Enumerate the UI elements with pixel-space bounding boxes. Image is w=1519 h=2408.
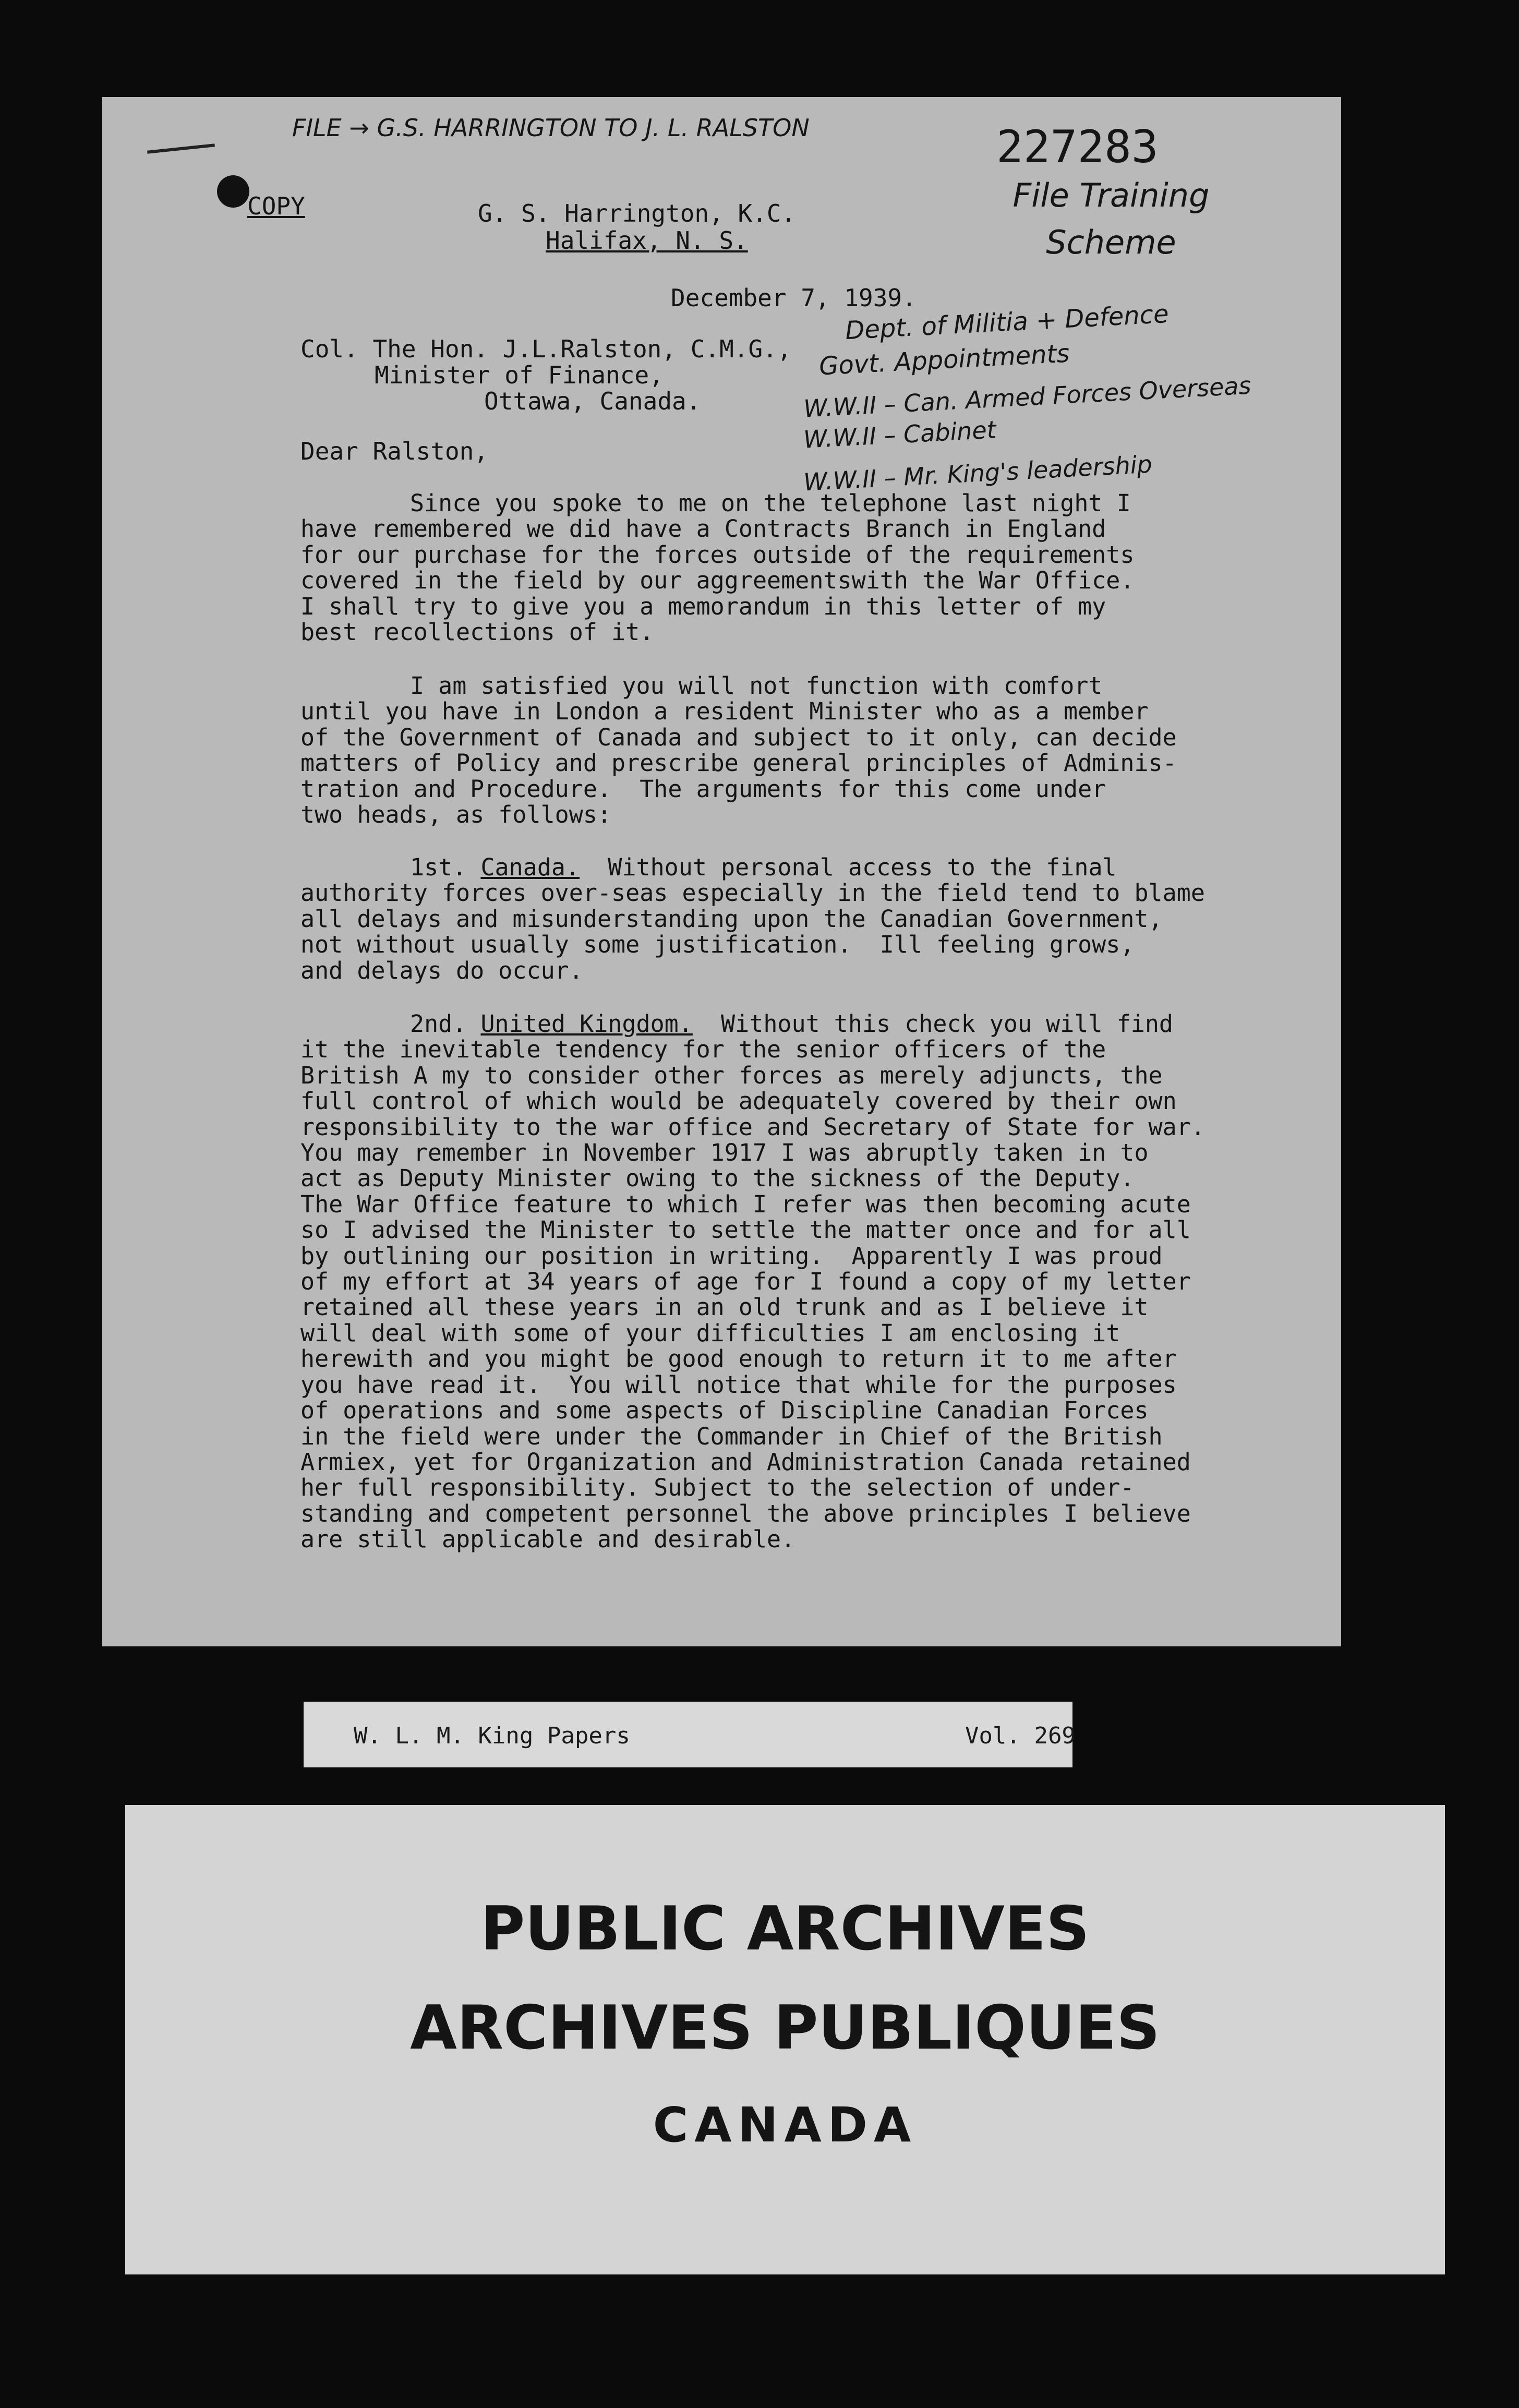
subject-note: W.W.II – Can. Armed Forces Overseas (803, 371, 1252, 423)
paragraph-1 (300, 490, 1401, 645)
collection-name: W. L. M. King Papers (354, 1723, 630, 1749)
text-line: responsibility to the war office and Secretary of State for war. (300, 1113, 1205, 1141)
text-line: are still applicable and desirable. (300, 1525, 795, 1554)
recipient-line: Col. The Hon. J.L.Ralston, C.M.G., (300, 335, 792, 363)
text-line: not without usually some justification. Ill feeling grows, (300, 931, 1135, 959)
text-line: her full responsibility. Subject to the selection of under- (300, 1474, 1135, 1502)
hole-punch-icon (217, 175, 249, 208)
text-line: British A my to consider other forces as merely adjuncts, the (300, 1061, 1163, 1089)
text-line: all delays and misunderstanding upon the Canadian Government, (300, 905, 1163, 933)
text-line: two heads, as follows: (300, 801, 612, 829)
recipient-line: Minister of Finance, (375, 361, 664, 389)
text-line: of my effort at 34 years of age for I found a copy of my letter (300, 1268, 1191, 1296)
text-line: by outlining our position in writing. Apparently I was proud (300, 1242, 1163, 1270)
paragraph-3 (300, 854, 1401, 983)
subject-note: Dept. of Militia + Defence (844, 299, 1170, 346)
text-line: I am satisfied you will not function with comfort (410, 672, 1103, 700)
subject-note: W.W.II – Cabinet (802, 415, 997, 454)
text-line: for our purchase for the forces outside of the requirements (300, 540, 1135, 569)
text-line: full control of which would be adequately covered by their own (300, 1087, 1177, 1115)
text-line: Armiex, yet for Organization and Administration Canada retained (300, 1448, 1191, 1476)
text-line: The War Office feature to which I refer was then becoming acute (300, 1190, 1191, 1218)
text-line: have remembered we did have a Contracts Branch in England (300, 515, 1106, 543)
text-line: act as Deputy Minister owing to the sickness of the Deputy. (300, 1164, 1135, 1193)
archives-card (125, 1805, 1445, 2274)
archives-title-en: PUBLIC ARCHIVES (480, 1894, 1090, 1964)
sender-name: G. S. Harrington, K.C. (478, 199, 796, 227)
text-line: so I advised the Minister to settle the matter once and for all (300, 1216, 1191, 1244)
paragraph-4 (300, 1011, 1401, 1552)
paragraph-2 (300, 673, 1401, 827)
text-line: Without personal access to the final (580, 853, 1117, 881)
text-line: matters of Policy and prescribe general principles of Adminis- (300, 749, 1177, 777)
heading-title: Canada. (480, 853, 580, 881)
file-note: FILE → G.S. HARRINGTON TO J. L. RALSTON (292, 114, 810, 142)
text-line: tration and Procedure. The arguments for this come under (300, 775, 1106, 803)
text-line: retained all these years in an old trunk and as I believe it (300, 1293, 1149, 1321)
text-line: Since you spoke to me on the telephone last night I (410, 489, 1131, 517)
file-number: 227283 (996, 121, 1159, 173)
collection-strip (304, 1702, 1076, 1767)
archives-country: CANADA (653, 2097, 918, 2153)
letter-date: December 7, 1939. (671, 284, 917, 312)
text-line: will deal with some of your difficulties I am enclosing it (300, 1319, 1120, 1347)
text-line: in the field were under the Commander in Chief of the British (300, 1422, 1163, 1450)
sender-place: Halifax, N. S. (546, 226, 748, 255)
text-line: of operations and some aspects of Discipline Canadian Forces (300, 1396, 1149, 1425)
archives-title-fr: ARCHIVES PUBLIQUES (410, 1993, 1160, 2063)
text-line: best recollections of it. (300, 618, 654, 646)
text-line: I shall try to give you a memorandum in this letter of my (300, 592, 1106, 620)
text-line: authority forces over-seas especially in the field tend to blame (300, 879, 1205, 907)
volume-number: Vol. 269 (965, 1723, 1076, 1749)
text-line: You may remember in November 1917 I was abruptly taken in to (300, 1139, 1149, 1167)
text-line: and delays do occur. (300, 956, 583, 984)
text-line: you have read it. You will notice that while for the purposes (300, 1370, 1177, 1399)
text-line: until you have in London a resident Minister who as a member (300, 697, 1149, 726)
copy-label: COPY (247, 192, 305, 220)
subject-note: Govt. Appointments (818, 339, 1070, 381)
subject-note: W.W.II – Mr. King's leadership (803, 450, 1153, 497)
text-line: covered in the field by our aggreementswith the War Office. (300, 567, 1135, 595)
text-line: standing and competent personnel the above principles I believe (300, 1499, 1191, 1527)
text-line: Without this check you will find (692, 1010, 1173, 1038)
heading-number: 2nd. (410, 1010, 481, 1038)
text-line: of the Government of Canada and subject to it only, can decide (300, 723, 1177, 751)
recipient-line: Ottawa, Canada. (484, 387, 701, 415)
salutation: Dear Ralston, (300, 437, 489, 465)
text-line: it the inevitable tendency for the senior officers of the (300, 1036, 1106, 1064)
text-line: herewith and you might be good enough to return it to me after (300, 1345, 1177, 1373)
file-stamp: File Training Scheme (1012, 176, 1210, 261)
heading-title: United Kingdom. (480, 1010, 693, 1038)
heading-number: 1st. (410, 853, 481, 881)
